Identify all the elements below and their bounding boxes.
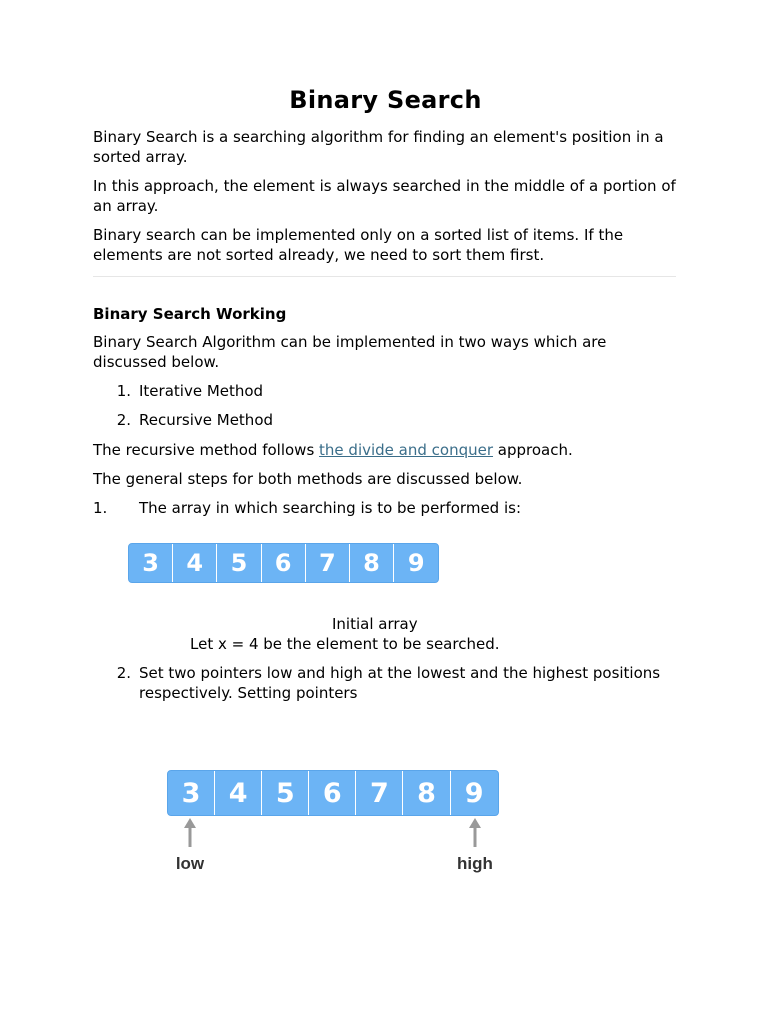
array-cell: 4 — [173, 544, 217, 582]
step-number-1: 1. — [93, 499, 108, 517]
page-title: Binary Search — [289, 86, 482, 114]
high-label: high — [457, 854, 493, 873]
method-item-recursive: Recursive Method — [139, 411, 274, 429]
high-pointer — [445, 818, 505, 874]
general-steps-text: The general steps for both methods are discussed below. — [93, 470, 523, 488]
up-arrow-icon — [468, 818, 482, 848]
array-cell: 8 — [403, 771, 450, 815]
array-cell: 3 — [168, 771, 215, 815]
array-cell: 7 — [306, 544, 350, 582]
step-text-2: Set two pointers low and high at the lowest and the highest positions respectively. Setting pointers — [139, 664, 661, 702]
up-arrow-icon — [183, 818, 197, 848]
array-cell: 9 — [464, 777, 484, 809]
method-number-2: 2. — [116, 411, 131, 429]
step-text-1: The array in which searching is to be performed is: — [139, 499, 522, 517]
section-divider — [93, 276, 676, 277]
intro-paragraph-3: Binary search can be implemented only on a sorted list of items. If the elements are not sorted already, we need to sort them first. — [93, 226, 624, 264]
intro-paragraph-1: Binary Search is a searching algorithm for finding an element's position in a sorted array. — [93, 128, 664, 166]
array-cell: 4 — [215, 771, 262, 815]
recursive-sentence — [93, 441, 678, 461]
figure1-caption: Initial array — [332, 615, 418, 633]
section-heading: Binary Search Working — [93, 305, 287, 323]
initial-array-figure — [128, 543, 439, 583]
recursive-suffix: approach. — [493, 441, 573, 459]
figure1-note: Let x = 4 be the element to be searched. — [190, 635, 500, 653]
method-number-1: 1. — [116, 382, 131, 400]
divide-and-conquer-link[interactable]: the divide and conquer — [319, 441, 494, 459]
intro-paragraph-2: In this approach, the element is always searched in the middle of a portion of an array. — [93, 177, 676, 215]
array-cell: 6 — [309, 771, 356, 815]
step-number-2: 2. — [116, 664, 131, 682]
method-item-iterative: Iterative Method — [139, 382, 264, 400]
low-pointer — [160, 818, 220, 874]
array-cell: 3 — [129, 544, 173, 582]
array-cell: 6 — [262, 544, 306, 582]
array-cell: 5 — [262, 771, 309, 815]
array-cell: 7 — [356, 771, 403, 815]
recursive-prefix: The recursive method follows — [93, 441, 320, 459]
working-intro: Binary Search Algorithm can be implemented in two ways which are discussed below. — [93, 333, 607, 371]
array-cell: 5 — [217, 544, 261, 582]
low-label: low — [175, 854, 205, 873]
array-cell: 9 — [407, 549, 425, 577]
pointers-array-figure — [167, 770, 499, 816]
array-cell: 8 — [350, 544, 394, 582]
